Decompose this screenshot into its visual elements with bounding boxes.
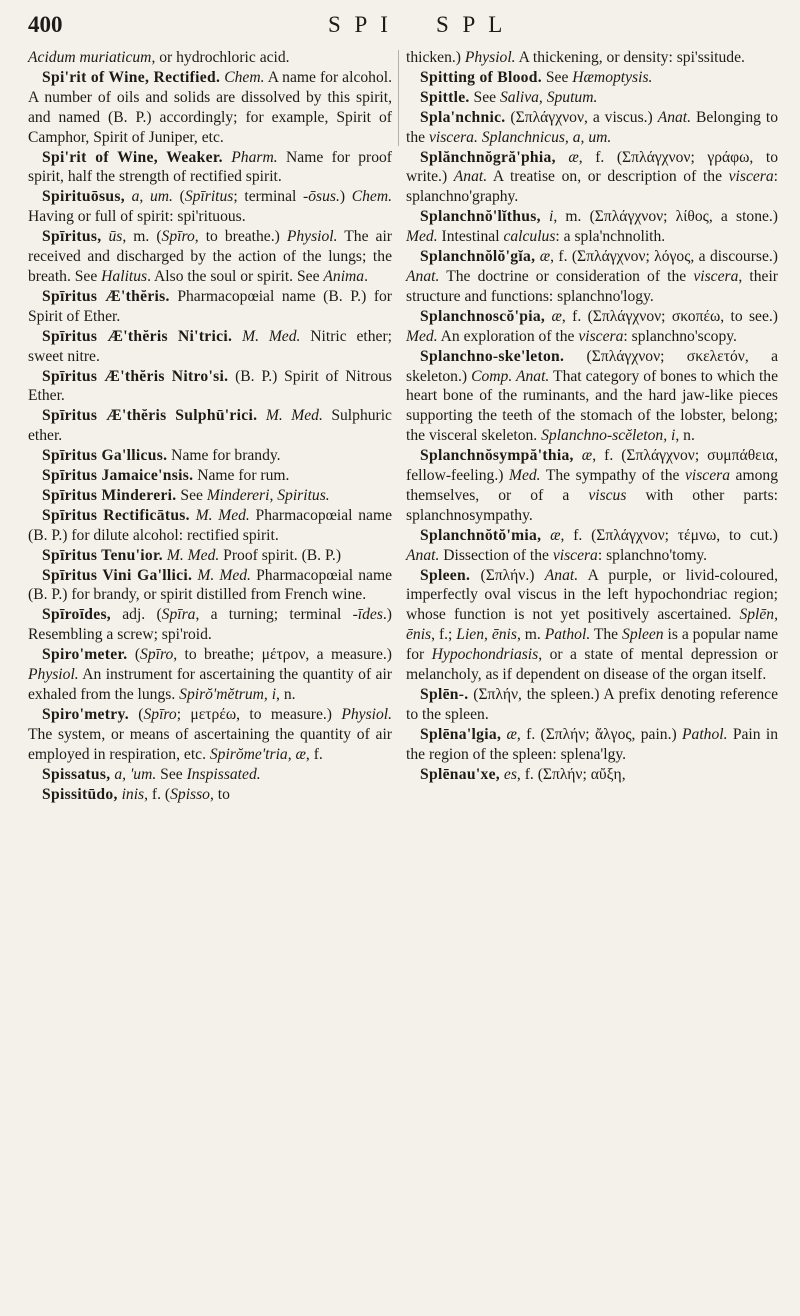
- dictionary-entry: Splanchnoscŏ'pia, æ, f. (Σπλάγχνον; σκοπέω, to see.) Med. An exploration of the viscera: splanchno'scopy.: [406, 307, 778, 345]
- dictionary-entry: Spiro'metry. (Spīro; μετρέω, to measure.) Physiol. The system, or means of ascertaining the quantity of air employed in respiration, etc. Spirŏme'tria, æ, f.: [28, 705, 393, 763]
- dictionary-entry: Spissatus, a, 'um. See Inspissated.: [42, 765, 261, 783]
- dictionary-entry: Splanchnŏsympă'thia, æ, f. (Σπλάγχνον; συμπάθεια, fellow-feeling.) Med. The sympathy of the viscera among themselves, or of a viscus with other parts: splanchnosympathy.: [406, 447, 778, 524]
- dictionary-entry: Spirituōsus, a, um. (Spīritus; terminal -ōsus.) Chem. Having or full of spirit: spi'rituous.: [28, 188, 393, 226]
- dictionary-entry: Spīritus Æ'thĕris Ni'trici. M. Med. Nitric ether; sweet nitre.: [28, 327, 392, 365]
- dictionary-entry: Spīritus Rectificātus. M. Med. Pharmacopœial name (B. P.) for dilute alcohol: rectified spirit.: [28, 506, 392, 544]
- dictionary-entry: Spīritus Tenu'ior. M. Med. Proof spirit. (B. P.): [42, 546, 342, 564]
- dictionary-entry: Spi'rit of Wine, Weaker. Pharm. Name for proof spirit, half the strength of rectified spirit.: [28, 148, 392, 186]
- left-guide-word: S P I: [328, 12, 392, 37]
- dictionary-entry: Splēna'lgia, æ, f. (Σπλήν; ἄλγος, pain.) Pathol. Pain in the region of the spleen: splena'lgy.: [406, 725, 778, 763]
- dictionary-entry: Spīritus, ūs, m. (Spīro, to breathe.) Physiol. The air received and discharged by the action of the lungs; the breath. See Halitus. Also the soul or spirit. See Anima.: [28, 228, 392, 285]
- dictionary-entry: Spi'rit of Wine, Rectified. Chem. A name for alcohol. A number of oils and solids are dissolved by this spirit, and named (B. P.) accordingly; for example, Spirit of Camphor, Spirit of Juniper, etc.: [28, 68, 392, 146]
- dictionary-entry: Splanchno-ske'leton. (Σπλάγχνον; σκελετόν, a skeleton.) Comp. Anat. That category of bones to which the heart bone of the ruminants, and the hard jaw-like pieces supporting the teeth of the stomach of the lobster, belong; the visceral skeleton. Splanchno-scĕleton, i, n.: [406, 347, 778, 445]
- dictionary-entry: Splanchnŏlŏ'gĭa, æ, f. (Σπλάγχνον; λόγος, a discourse.) Anat. The doctrine or consideration of the viscera, their structure and functions: splanchno'logy.: [406, 248, 778, 305]
- dictionary-entry: Spissitūdo, inis, f. (Spisso, to: [42, 785, 230, 803]
- dictionary-entry: Spleen. (Σπλήν.) Anat. A purple, or livid-coloured, imperfectly oval viscus in the left hypochondriac region; whose function is not yet positively ascertained. Splēn, ēnis, f.; Lien, ēnis, m. Pathol. The Spleen is a popular name for Hypochondriasis, or a state of mental depression or melancholy, as if dependent on disease of the organ itself.: [406, 566, 779, 684]
- dictionary-entry: Acidum muriaticum, or hydrochloric acid.: [28, 49, 290, 66]
- dictionary-entry: Spīritus Æ'thĕris. Pharmacopœial name (B. P.) for Spirit of Ether.: [28, 287, 393, 325]
- dictionary-entry: Splanchnŏ'lĭthus, i, m. (Σπλάγχνον; λίθος, a stone.) Med. Intestinal calculus: a spla'nchnolith.: [406, 208, 779, 246]
- dictionary-entry: Spitting of Blood. See Hæmoptysis.: [420, 68, 653, 86]
- dictionary-entry: Spīroīdes, adj. (Spīra, a turning; terminal -īdes.) Resembling a screw; spi'roid.: [28, 606, 392, 644]
- dictionary-entry: Splanchnŏtŏ'mia, æ, f. (Σπλάγχνον; τέμνω, to cut.) Anat. Dissection of the viscera: splanchno'tomy.: [406, 526, 778, 564]
- right-guide-word: S P L: [436, 12, 507, 37]
- page-number: 400: [28, 12, 63, 37]
- running-header: [28, 12, 780, 46]
- dictionary-entry: Spīritus Jamaice'nsis. Name for rum.: [42, 467, 290, 485]
- left-column: [28, 48, 392, 804]
- column-divider: [398, 50, 399, 146]
- dictionary-entry: Spittle. See Saliva, Sputum.: [420, 88, 598, 106]
- dictionary-entry: Spīritus Ga'llicus. Name for brandy.: [42, 447, 281, 465]
- dictionary-entry: Splănchnŏgră'phia, æ, f. (Σπλάγχνον; γράφω, to write.) Anat. A treatise on, or description of the viscera: splanchno'graphy.: [406, 148, 779, 206]
- dictionary-entry: Spīritus Mindereri. See Mindereri, Spiritus.: [42, 486, 330, 504]
- dictionary-entry: thicken.) Physiol. A thickening, or density: spi'ssitude.: [406, 49, 745, 66]
- dictionary-entry: Spīritus Æ'thĕris Nitro'si. (B. P.) Spirit of Nitrous Ether.: [28, 367, 393, 405]
- dictionary-entry: Splēnau'xe, es, f. (Σπλήν; αὔξη,: [420, 765, 626, 783]
- dictionary-entry: Spiro'meter. (Spīro, to breathe; μέτρον, a measure.) Physiol. An instrument for ascertaining the quantity of air exhaled from the lungs. Spirŏ'mĕtrum, i, n.: [28, 646, 392, 703]
- right-column: [406, 48, 778, 785]
- dictionary-entry: Spīritus Vini Ga'llici. M. Med. Pharmacopœial name (B. P.) for brandy, or spirit distilled from French wine.: [28, 566, 392, 604]
- dictionary-entry: Splēn-. (Σπλήν, the spleen.) A prefix denoting reference to the spleen.: [406, 686, 778, 723]
- dictionary-entry: Spīritus Æ'thĕris Sulphū'rici. M. Med. Sulphuric ether.: [28, 407, 392, 445]
- dictionary-entry: Spla'nchnic. (Σπλάγχνον, a viscus.) Anat. Belonging to the viscera. Splanchnicus, a, um.: [406, 108, 778, 146]
